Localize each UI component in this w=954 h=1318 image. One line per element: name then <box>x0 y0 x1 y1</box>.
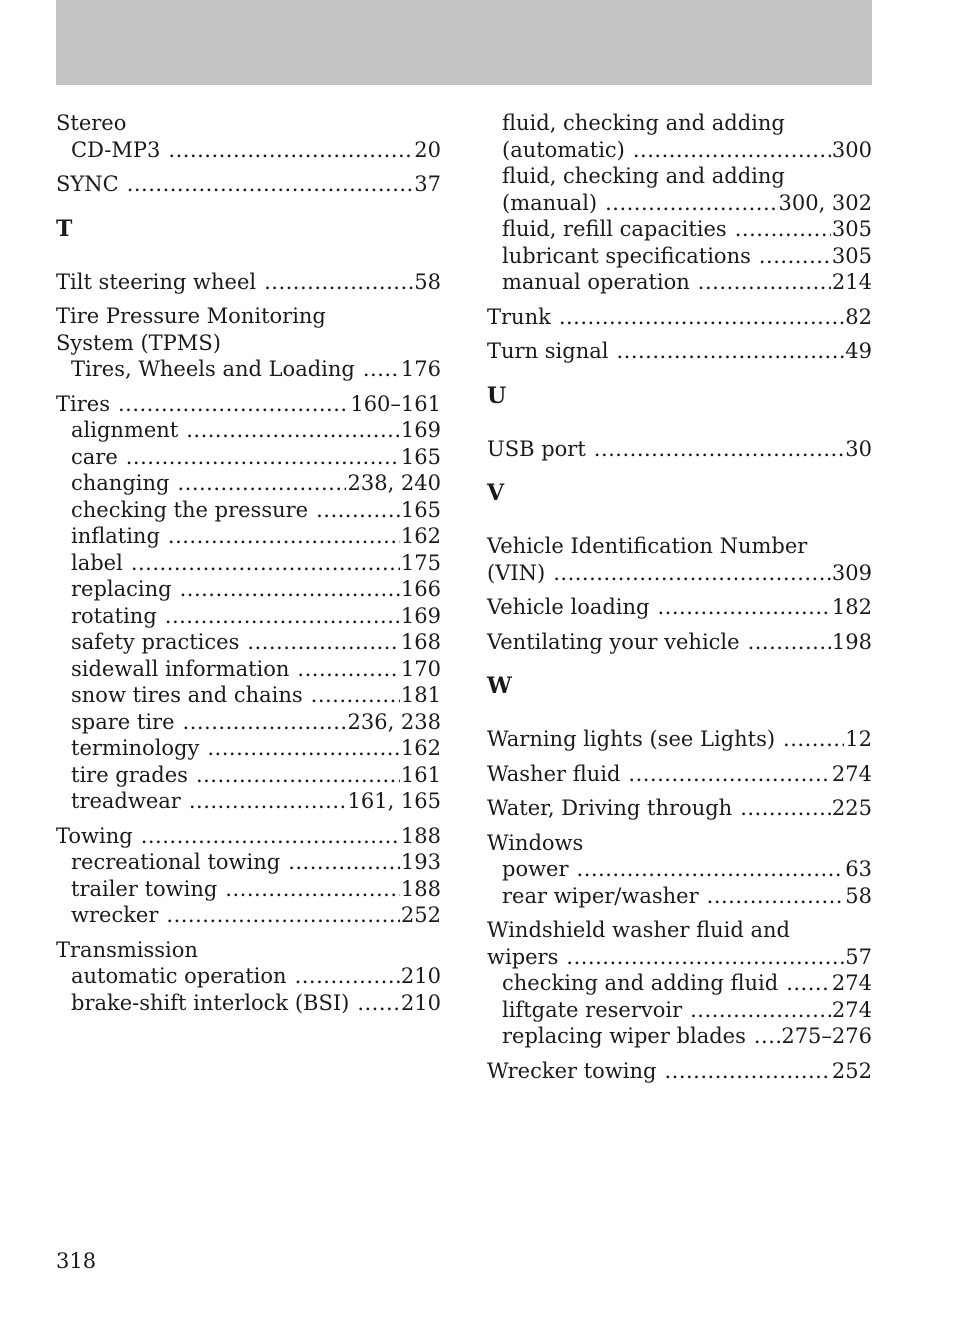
entry-page-ref: 252 <box>400 903 441 927</box>
entry-term: Tires <box>56 391 110 416</box>
entry-term: rotating <box>71 603 157 628</box>
dot-leader <box>783 726 844 753</box>
entry-term: CD-MP3 <box>71 137 161 162</box>
index-line <box>56 391 441 418</box>
entry-page-ref: 274 <box>831 997 872 1022</box>
section-letter-u: U <box>487 382 507 409</box>
dot-leader <box>126 444 400 471</box>
index-subentry <box>487 243 872 270</box>
entry-page-ref: 305 <box>831 243 872 268</box>
dot-leader <box>553 560 831 587</box>
entry-page-ref: 160–161 <box>350 391 441 416</box>
index-entry <box>56 937 441 1017</box>
dot-leader <box>311 682 400 709</box>
entry-term: checking the pressure <box>71 497 309 522</box>
entry-term: brake-shift interlock (BSI) <box>71 990 350 1015</box>
index-subentry <box>56 629 441 656</box>
entry-term: Ventilating your vehicle <box>487 629 740 654</box>
index-entry <box>56 391 441 815</box>
entry-term: Trunk <box>487 304 551 329</box>
dot-leader <box>664 1058 830 1085</box>
index-entry <box>487 533 872 586</box>
dot-leader <box>168 137 413 164</box>
entry-page-ref: 49 <box>845 339 872 363</box>
entry-page-ref: 162 <box>400 524 441 548</box>
entry-page-ref: 20 <box>414 137 441 162</box>
entry-term: wipers <box>487 944 559 969</box>
index-line <box>487 917 872 944</box>
entry-page-ref: 161, 165 <box>347 789 441 813</box>
dot-leader <box>189 788 347 815</box>
page-number: 318 <box>56 1249 97 1273</box>
dot-leader <box>141 823 400 850</box>
entry-page-ref: 12 <box>845 727 872 751</box>
index-subentry <box>487 970 872 997</box>
index-subentry <box>56 470 441 497</box>
entry-term: Tilt steering wheel <box>56 269 257 294</box>
entry-page-ref: 58 <box>414 269 441 294</box>
dot-leader <box>754 1023 780 1050</box>
dot-leader <box>131 550 400 577</box>
entry-term: recreational towing <box>71 850 281 874</box>
dot-leader <box>759 243 831 270</box>
entry-term: USB port <box>487 436 586 461</box>
dot-leader <box>127 171 414 198</box>
dot-leader <box>577 856 845 883</box>
dot-leader <box>616 338 844 365</box>
index-line <box>487 560 872 587</box>
index-entry <box>487 338 872 365</box>
index-subentry <box>56 762 441 789</box>
index-entry <box>56 823 441 929</box>
index-entry <box>487 795 872 822</box>
entry-term: safety practices <box>71 630 240 654</box>
dot-leader <box>118 391 349 418</box>
index-subentry <box>487 856 872 883</box>
entry-page-ref: 305 <box>831 217 872 241</box>
entry-page-ref: 225 <box>831 796 872 820</box>
entry-term: wrecker <box>71 903 159 927</box>
index-subentry <box>56 356 441 383</box>
index-subentry <box>56 417 441 444</box>
entry-page-ref: 210 <box>400 964 441 988</box>
dot-leader <box>166 902 400 929</box>
dot-leader <box>363 356 400 383</box>
entry-term: Towing <box>56 823 133 848</box>
index-line <box>487 304 872 331</box>
index-subentry <box>56 603 441 630</box>
entry-term: replacing <box>71 577 172 601</box>
entry-page-ref: 169 <box>400 418 441 442</box>
index-entry <box>56 110 441 163</box>
index-line <box>487 726 872 753</box>
index-subentry <box>487 190 872 217</box>
entry-page-ref: 309 <box>831 560 872 585</box>
entry-term: label <box>71 550 123 575</box>
entry-term: power <box>502 857 569 881</box>
entry-term: Washer fluid <box>487 761 621 786</box>
index-subentry <box>56 963 441 990</box>
entry-page-ref: 57 <box>845 944 872 969</box>
dot-leader <box>786 970 831 997</box>
index-column-right <box>487 110 872 1092</box>
index-entry <box>487 917 872 1050</box>
index-subentry <box>56 709 441 736</box>
entry-page-ref: 176 <box>400 357 441 381</box>
index-subentry <box>487 269 872 296</box>
entry-term: changing <box>71 471 170 495</box>
dot-leader <box>168 523 400 550</box>
entry-page-ref: 210 <box>400 990 441 1015</box>
dot-leader <box>594 436 845 463</box>
entry-page-ref: 82 <box>845 304 872 329</box>
index-subentry <box>56 990 441 1017</box>
dot-leader <box>183 709 347 736</box>
index-subentry <box>487 1023 872 1050</box>
dot-leader <box>288 849 400 876</box>
index-subentry <box>487 163 872 190</box>
index-line <box>487 436 872 463</box>
index-subentry <box>56 902 441 929</box>
entry-term: replacing wiper blades <box>502 1024 746 1048</box>
entry-term: Warning lights (see Lights) <box>487 727 776 751</box>
index-entry <box>56 269 441 296</box>
dot-leader <box>196 762 400 789</box>
entry-term: sidewall information <box>71 656 290 681</box>
dot-leader <box>247 629 400 656</box>
entry-term: liftgate reservoir <box>502 997 683 1022</box>
entry-page-ref: 168 <box>400 630 441 654</box>
entry-page-ref: 58 <box>845 883 872 908</box>
index-line <box>487 533 872 560</box>
entry-page-ref: 162 <box>400 736 441 760</box>
entry-page-ref: 169 <box>400 603 441 628</box>
entry-term: rear wiper/washer <box>502 883 699 908</box>
entry-term: (VIN) <box>487 560 546 585</box>
index-subentry <box>487 997 872 1024</box>
entry-term: terminology <box>71 736 200 760</box>
entry-page-ref: 252 <box>831 1058 872 1083</box>
dot-leader <box>297 656 399 683</box>
entry-term: fluid, checking and adding <box>502 111 785 135</box>
entry-page-ref: 166 <box>400 577 441 601</box>
entry-term: alignment <box>71 418 179 442</box>
entry-page-ref: 300 <box>831 137 872 162</box>
dot-leader <box>735 216 831 243</box>
index-line <box>56 303 441 330</box>
index-subentry <box>56 735 441 762</box>
index-subentry <box>56 876 441 903</box>
entry-page-ref: 165 <box>400 444 441 469</box>
entry-page-ref: 63 <box>845 857 872 881</box>
entry-term: care <box>71 444 118 469</box>
entry-term: Turn signal <box>487 339 609 363</box>
index-subentry <box>56 444 441 471</box>
index-entry <box>56 171 441 198</box>
index-subentry <box>56 137 441 164</box>
entry-term: SYNC <box>56 172 119 196</box>
index-line <box>487 338 872 365</box>
dot-leader <box>295 963 400 990</box>
entry-page-ref: 161 <box>400 762 441 787</box>
entry-term: Windshield washer fluid and <box>487 918 790 942</box>
index-line <box>487 594 872 621</box>
entry-page-ref: 275–276 <box>781 1024 872 1048</box>
section-letter-t: T <box>56 215 73 242</box>
entry-page-ref: 181 <box>400 683 441 707</box>
dot-leader <box>357 990 400 1017</box>
entry-page-ref: 274 <box>831 761 872 786</box>
index-subentry <box>487 110 872 137</box>
index-line <box>487 830 872 857</box>
index-line <box>56 823 441 850</box>
entry-page-ref: 193 <box>400 850 441 874</box>
index-entry <box>487 110 872 296</box>
entry-page-ref: 236, 238 <box>347 709 441 734</box>
index-line <box>56 110 441 137</box>
entry-page-ref: 214 <box>831 270 872 294</box>
entry-term: spare tire <box>71 709 175 734</box>
entry-term: fluid, refill capacities <box>502 217 727 241</box>
index-subentry <box>56 497 441 524</box>
dot-leader <box>559 304 844 331</box>
entry-term: inflating <box>71 524 160 548</box>
dot-leader <box>316 497 400 524</box>
dot-leader <box>566 944 844 971</box>
entry-term: snow tires and chains <box>71 683 303 707</box>
index-subentry <box>487 216 872 243</box>
entry-page-ref: 198 <box>831 629 872 654</box>
index-line <box>487 795 872 822</box>
entry-page-ref: 182 <box>831 595 872 619</box>
index-line <box>56 171 441 198</box>
dot-leader <box>633 137 831 164</box>
index-entry <box>487 594 872 621</box>
index-line <box>487 944 872 971</box>
entry-term: automatic operation <box>71 964 287 988</box>
section-letter-w: W <box>487 673 512 699</box>
index-entry <box>487 304 872 331</box>
dot-leader <box>177 470 346 497</box>
index-subentry <box>56 849 441 876</box>
entry-term: checking and adding fluid <box>502 971 779 995</box>
entry-term: lubricant specifications <box>502 243 751 268</box>
entry-term: tire grades <box>71 762 188 787</box>
entry-page-ref: 30 <box>845 436 872 461</box>
index-line <box>487 1058 872 1085</box>
index-subentry <box>56 576 441 603</box>
section-letter-v: V <box>487 480 505 506</box>
dot-leader <box>605 190 777 217</box>
entry-page-ref: 238, 240 <box>347 471 441 495</box>
dot-leader <box>207 735 400 762</box>
entry-term: Tire Pressure Monitoring <box>56 304 326 328</box>
entry-term: Wrecker towing <box>487 1058 657 1083</box>
header-bar <box>56 0 872 85</box>
entry-page-ref: 37 <box>414 172 441 196</box>
index-subentry <box>56 788 441 815</box>
entry-page-ref: 274 <box>831 971 872 995</box>
dot-leader <box>690 997 831 1024</box>
index-subentry <box>487 137 872 164</box>
dot-leader <box>698 269 831 296</box>
entry-page-ref: 170 <box>400 656 441 681</box>
dot-leader <box>707 883 845 910</box>
dot-leader <box>180 576 400 603</box>
index-entry <box>487 726 872 753</box>
index-line <box>56 330 441 357</box>
entry-page-ref: 188 <box>400 876 441 901</box>
index-subentry <box>56 682 441 709</box>
dot-leader <box>225 876 400 903</box>
entry-term: manual operation <box>502 270 690 294</box>
dot-leader <box>628 761 830 788</box>
dot-leader <box>658 594 831 621</box>
entry-page-ref: 165 <box>400 497 441 522</box>
index-line <box>487 761 872 788</box>
index-line <box>56 937 441 964</box>
index-subentry <box>56 550 441 577</box>
index-entry <box>487 436 872 463</box>
entry-term: Vehicle Identification Number <box>487 534 808 558</box>
entry-page-ref: 300, 302 <box>778 190 872 215</box>
index-subentry <box>487 883 872 910</box>
index-column-left <box>56 110 441 1024</box>
index-line <box>56 269 441 296</box>
index-subentry <box>56 523 441 550</box>
index-entry <box>487 761 872 788</box>
dot-leader <box>165 603 400 630</box>
index-line <box>487 629 872 656</box>
entry-term: Water, Driving through <box>487 796 733 820</box>
entry-term: fluid, checking and adding <box>502 164 785 188</box>
entry-term: Vehicle loading <box>487 595 650 619</box>
index-entry <box>487 629 872 656</box>
dot-leader <box>740 795 831 822</box>
entry-term: Windows <box>487 830 584 855</box>
index-entry <box>487 830 872 910</box>
entry-term: treadwear <box>71 789 181 813</box>
dot-leader <box>748 629 831 656</box>
entry-term: (automatic) <box>502 137 625 162</box>
entry-term: System (TPMS) <box>56 330 221 355</box>
entry-page-ref: 188 <box>400 823 441 848</box>
index-subentry <box>56 656 441 683</box>
entry-page-ref: 175 <box>400 550 441 575</box>
entry-term: (manual) <box>502 190 598 215</box>
entry-term: Stereo <box>56 111 127 135</box>
dot-leader <box>186 417 400 444</box>
dot-leader <box>264 269 413 296</box>
entry-term: Transmission <box>56 937 198 962</box>
entry-term: trailer towing <box>71 876 218 901</box>
index-entry <box>56 303 441 383</box>
index-entry <box>487 1058 872 1085</box>
entry-term: Tires, Wheels and Loading <box>71 357 355 381</box>
